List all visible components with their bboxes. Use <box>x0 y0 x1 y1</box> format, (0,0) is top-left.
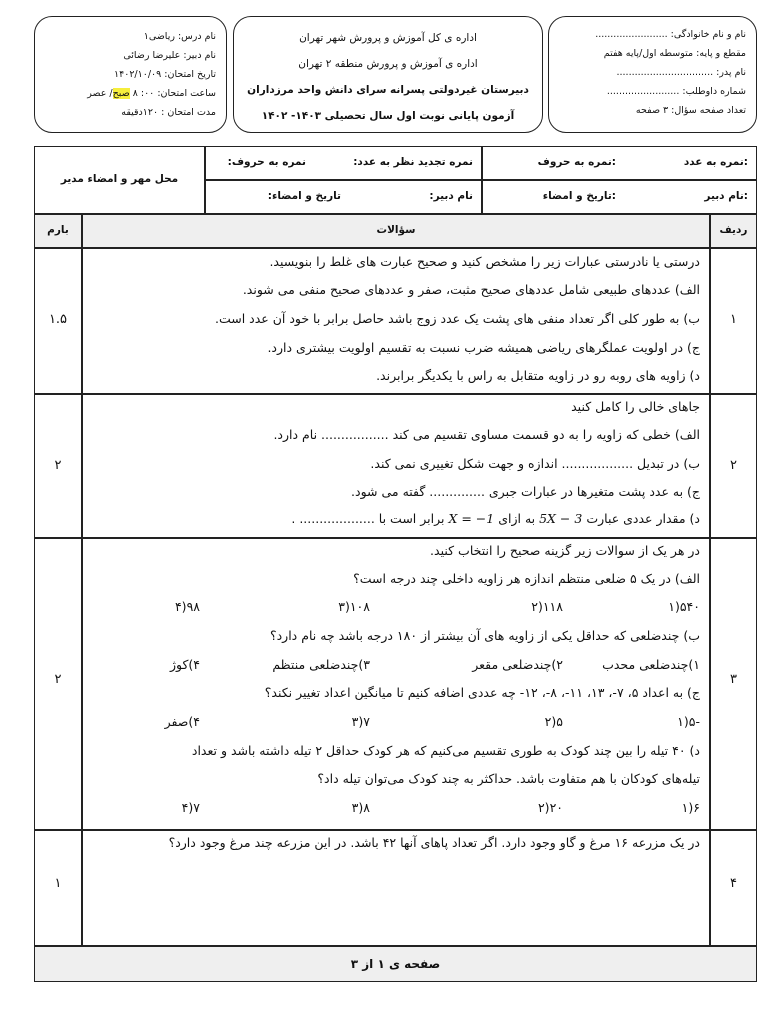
q3-b-option-2: ۲)چندضلعی مقعر <box>472 657 563 672</box>
q3-score: ۲ <box>54 672 62 687</box>
q3-item-b: ب) چندضلعی که حداقل یکی از زاویه های آن بیشتر از ۱۸۰ درجه باشد چه نام دارد؟ <box>269 628 700 643</box>
q2-item-a: الف) خطی که زاویه را به دو قسمت مساوی تقسیم می کند ................. نام دارد. <box>273 427 700 442</box>
exam-time: ساعت امتحان: ۰۰: ۸ صبح/ عصر <box>87 88 216 99</box>
q2-expression: 5X − 3 <box>539 511 583 526</box>
stamp-cell <box>34 146 205 214</box>
father-name-field: نام پدر: ................................ <box>616 67 746 78</box>
exam-info-box <box>34 16 227 133</box>
q2-item-b: ب) در تبدیل .................. اندازه و جهت شکل تغییری نمی کند. <box>370 456 700 471</box>
course-name: نام درس: ریاضی۱ <box>143 31 216 42</box>
revise-score-label: نمره تجدید نظر به عدد: <box>353 156 473 168</box>
q3-d-option-3: ۸(۳ <box>351 800 370 815</box>
stamp-label: محل مهر و امضاء مدیر <box>60 173 179 185</box>
org-line-1: اداره ی کل آموزش و پرورش شهر تهران <box>299 32 477 44</box>
q3-number: ۳ <box>730 672 737 687</box>
questions-header-cell <box>82 214 710 248</box>
q2-item-d: د) مقدار عددی عبارت 5X − 3 به ازای X = −1 برابر است با ................... . <box>291 511 700 526</box>
revise-sign-cell <box>205 180 482 214</box>
org-line-2: اداره ی آموزش و پرورش منطقه ۲ تهران <box>298 58 478 70</box>
q3-a-option-3: ۱۰۸(۳ <box>338 599 370 614</box>
school-info-box <box>233 16 543 133</box>
q2-instruction: جاهای خالی را کامل کنید <box>571 399 700 414</box>
school-name: دبیرستان غیردولتی پسرانه سرای دانش واحد مرزداران <box>247 84 529 96</box>
page-footer: صفحه ی ۱ از ۳ <box>34 946 757 982</box>
score-header: بارم <box>47 224 69 236</box>
date-sign-label-1: تاریخ و امضاء: <box>542 190 616 202</box>
q1-item-b: ب) به طور کلی اگر تعداد منفی های پشت یک عدد زوج باشد حاصل برابر با خود آن عدد است. <box>214 311 700 326</box>
q4-number: ۴ <box>730 876 737 891</box>
q3-item-d-line1: د) ۴۰ تیله را بین چند کودک به طوری تقسیم می‌کنیم که هر کودک حداقل ۲ تیله داشته باشد و تعداد <box>191 743 700 758</box>
q1-item-a: الف) عددهای طبیعی شامل عددهای صحیح مثبت، صفر و عددهای صحیح منفی می شوند. <box>242 282 700 297</box>
row-header: ردیف <box>719 224 748 236</box>
revise-letter-label: نمره به حروف: <box>227 156 306 168</box>
q3-b-option-3: ۳)چندضلعی منتظم <box>272 657 370 672</box>
q3-item-a: الف) در یک ۵ ضلعی منتظم اندازه هر زاویه داخلی چند درجه است؟ <box>353 571 700 586</box>
numeric-score-label: نمره به عدد: <box>683 156 748 168</box>
q2-item-c: ج) به عدد پشت متغیرها در عبارات جبری .............. گفته می شود. <box>351 484 700 499</box>
q3-instruction: در هر یک از سوالات زیر گزینه صحیح را انتخاب کنید. <box>430 543 700 558</box>
row-header-cell <box>710 214 757 248</box>
q3-b-option-1: ۱)چندضلعی محدب <box>602 657 700 672</box>
questions-header: سؤالات <box>376 224 416 236</box>
q3-b-option-4: ۴)کوژ <box>169 657 200 672</box>
seat-number-field: شماره داوطلب: ........................ <box>606 86 746 97</box>
exam-title: آزمون پایانی نوبت اول سال تحصیلی ۱۴۰۳- ۱۴۰۲ <box>261 110 515 122</box>
q3-c-option-2: ۵(۲ <box>544 714 563 729</box>
q1-item-d: د) زاویه های روبه رو در زاویه متقابل به راس با یکدیگر برابرند. <box>376 368 700 383</box>
date-sign-label-2: تاریخ و امضاء: <box>267 190 341 202</box>
q1-score: ۱.۵ <box>48 312 68 327</box>
exam-duration: مدت امتحان : ۱۲۰دقیقه <box>121 107 216 118</box>
q1-item-c: ج) در اولویت عملگرهای ریاضی همیشه ضرب نسبت به تقسیم اولویت بیشتری دارد. <box>267 340 700 355</box>
q4-text: در یک مزرعه ۱۶ مرغ و گاو وجود دارد. اگر تعداد پاهای آنها ۴۲ باشد. در این مزرعه چند مرغ وجود دارد؟ <box>168 835 700 850</box>
grade-field: مقطع و پایه: متوسطه اول/پایه هفتم <box>603 48 746 59</box>
score-cell <box>482 146 757 180</box>
q2-number: ۲ <box>730 458 737 473</box>
q1-number: ۱ <box>730 312 737 327</box>
q2-expression-value: X = −1 <box>448 511 495 526</box>
q3-d-option-2: ۲۰(۲ <box>537 800 563 815</box>
q3-d-option-1: ۶(۱ <box>681 800 700 815</box>
q3-c-option-3: ۷(۳ <box>351 714 370 729</box>
exam-date: تاریخ امتحان: ۱۴۰۲/۱۰/۰۹ <box>114 69 216 80</box>
teacher-sign-cell <box>482 180 757 214</box>
score-header-cell <box>34 214 82 248</box>
q3-a-option-1: ۵۴۰(۱ <box>668 599 700 614</box>
q3-item-c: ج) به اعداد ۵، ۷-، ۱۳، ۱۱-، ۸-، ۱۲- چه عددی اضافه کنیم تا میانگین اعداد تغییر نکند؟ <box>264 685 700 700</box>
student-name-field: نام و نام خانوادگی: ........................ <box>595 29 746 40</box>
morning-highlight: صبح <box>112 88 130 99</box>
q1-instruction: درستی یا نادرستی عبارات زیر را مشخص کنید و صحیح عبارت های غلط را بنویسید. <box>269 254 700 269</box>
page-count-field: تعداد صفحه سؤال: ۳ صفحه <box>635 105 746 116</box>
letter-score-label: نمره به حروف: <box>537 156 616 168</box>
teacher-label-2: نام دبیر: <box>429 190 473 202</box>
q3-c-option-4: ۴)صفر <box>164 714 200 729</box>
q3-c-option-1: -۵(۱ <box>677 714 700 729</box>
teacher-label-1: نام دبیر: <box>704 190 748 202</box>
q3-a-option-2: ۱۱۸(۲ <box>531 599 563 614</box>
q4-score: ۱ <box>54 876 62 891</box>
q3-item-d-line2: تیله‌های کودکان با هم متفاوت باشد. حداکثر به چند کودک می‌توان تیله داد؟ <box>317 771 700 786</box>
student-info-box <box>548 16 757 133</box>
q2-score: ۲ <box>54 458 62 473</box>
q3-a-option-4: ۹۸(۴ <box>174 599 200 614</box>
q3-d-option-4: ۷(۴ <box>181 800 200 815</box>
teacher-name: نام دبیر: علیرضا رضائی <box>123 50 216 61</box>
revise-score-cell <box>205 146 482 180</box>
